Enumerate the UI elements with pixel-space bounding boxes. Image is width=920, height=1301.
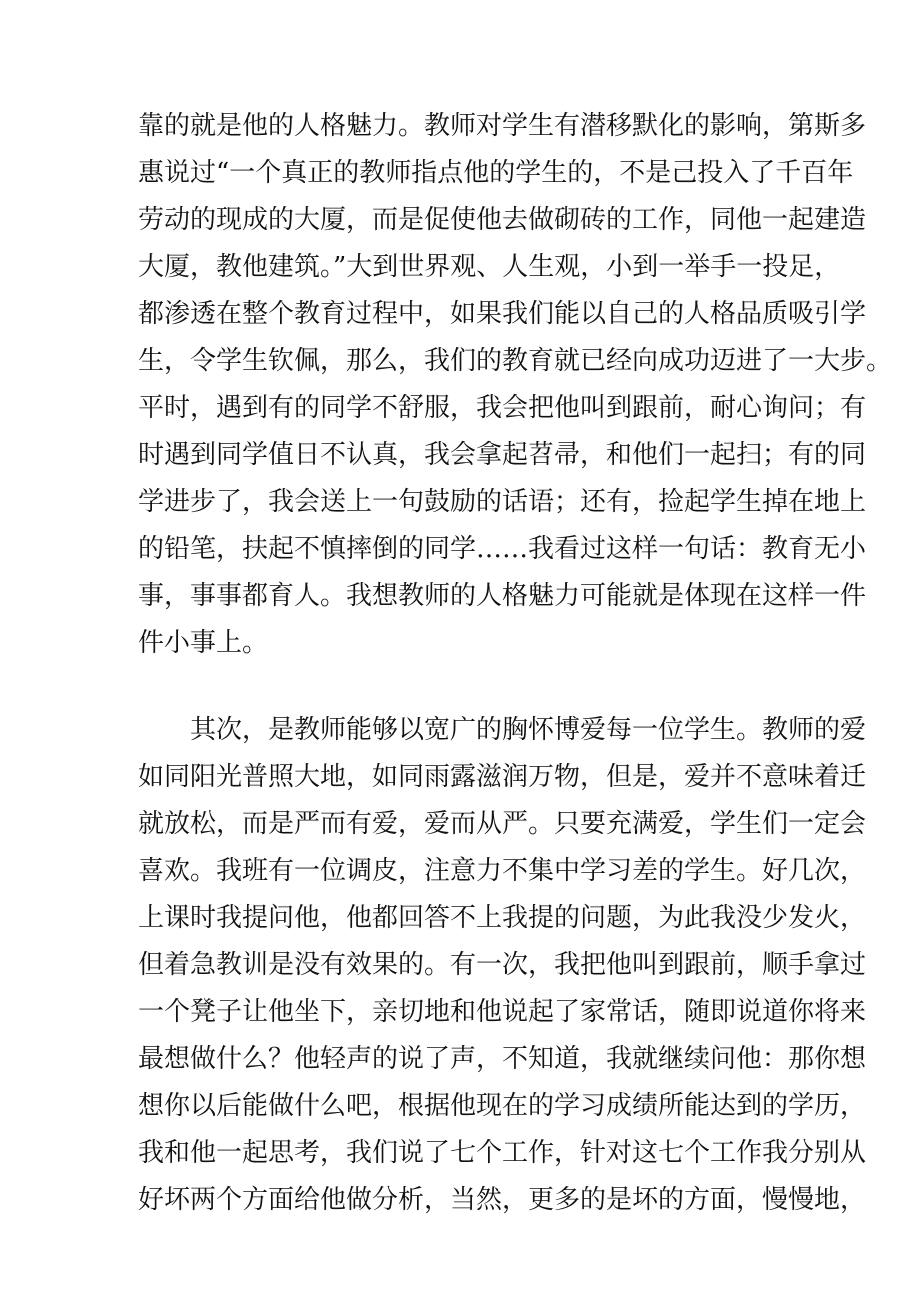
- text-line: 好坏两个方面给他做分析，当然，更多的是坏的方面，慢慢地，: [138, 1185, 867, 1215]
- text-line: 上课时我提问他，他都回答不上我提的问题，为此我没少发火，: [138, 903, 867, 933]
- text-line: 劳动的现成的大厦，而是促使他去做砌砖的工作，同他一起建造: [138, 205, 867, 235]
- text-line: 最想做什么？他轻声的说了声，不知道，我就继续问他：那你想: [138, 1044, 867, 1074]
- text-line: 都渗透在整个教育过程中，如果我们能以自己的人格品质吸引学: [138, 299, 867, 329]
- text-line: 但着急教训是没有效果的。有一次，我把他叫到跟前，顺手拿过: [138, 950, 867, 980]
- text-line: 靠的就是他的人格魅力。教师对学生有潜移默化的影响，第斯多: [138, 111, 867, 141]
- text-line: 件小事上。: [138, 628, 269, 658]
- text-line: 惠说过“一个真正的教师指点他的学生的，不是己投入了千百年: [138, 158, 854, 188]
- text-line: 时遇到同学值日不认真，我会拿起苕帚，和他们一起扫；有的同: [138, 440, 867, 470]
- text-line: 如同阳光普照大地，如同雨露滋润万物，但是，爱并不意味着迁: [138, 762, 867, 792]
- text-line: 大厦，教他建筑。”大到世界观、人生观，小到一举手一投足，: [138, 252, 841, 282]
- text-line: 的铅笔，扶起不慎摔倒的同学……我看过这样一句话：教育无小: [138, 534, 867, 564]
- text-line: 喜欢。我班有一位调皮，注意力不集中学习差的学生。好几次，: [138, 856, 867, 886]
- text-line: 我和他一起思考，我们说了七个工作，针对这七个工作我分别从: [138, 1138, 867, 1168]
- text-line: 事，事事都育人。我想教师的人格魅力可能就是体现在这样一件: [138, 581, 867, 611]
- text-line: 生，令学生钦佩，那么，我们的教育就已经向成功迈进了一大步。: [138, 346, 893, 376]
- text-line: 平时，遇到有的同学不舒服，我会把他叫到跟前，耐心询问；有: [138, 393, 867, 423]
- text-line: 一个凳子让他坐下，亲切地和他说起了家常话，随即说道你将来: [138, 997, 867, 1027]
- text-line: 学进步了，我会送上一句鼓励的话语；还有，捡起学生掉在地上: [138, 487, 867, 517]
- text-line: 想你以后能做什么吧，根据他现在的学习成绩所能达到的学历，: [138, 1091, 867, 1121]
- text-line: 其次，是教师能够以宽广的胸怀博爱每一位学生。教师的爱: [190, 715, 867, 745]
- text-line: 就放松，而是严而有爱，爱而从严。只要充满爱，学生们一定会: [138, 809, 867, 839]
